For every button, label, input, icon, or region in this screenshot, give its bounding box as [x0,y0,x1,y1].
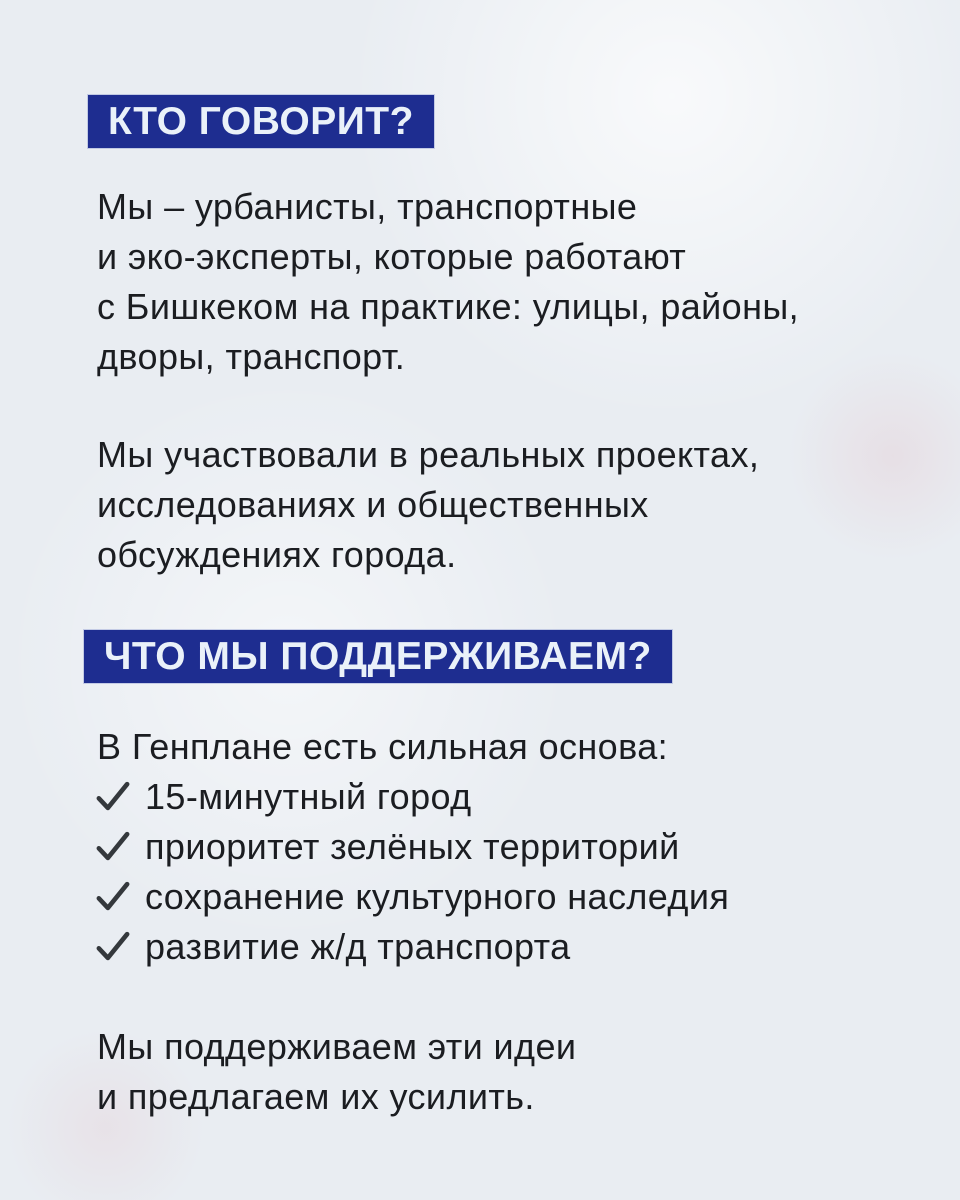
check-icon [93,877,133,917]
section-header-who: КТО ГОВОРИТ? [88,95,434,148]
checklist-item-label: развитие ж/д транспорта [145,926,571,967]
checklist-item-label: приоритет зелёных территорий [145,826,680,867]
paragraph-line: обсуждениях города. [97,534,457,575]
checklist-item-label: сохранение культурного наследия [145,876,730,917]
paragraph-line: дворы, транспорт. [97,336,406,377]
section-header-support: ЧТО МЫ ПОДДЕРЖИВАЕМ? [84,630,672,683]
check-icon [93,827,133,867]
paragraph-experts [97,182,799,382]
check-icon [93,927,133,967]
paragraph-line: Мы участвовали в реальных проектах, [97,434,760,475]
paragraph-line: и эко-эксперты, которые работают [97,236,687,277]
paragraph-line: и предлагаем их усилить. [97,1076,535,1117]
checklist [93,772,729,972]
checklist-item-label: 15-минутный город [145,776,472,817]
checklist-intro: В Генплане есть сильная основа: [97,726,669,767]
paragraph-projects [97,430,759,580]
paragraph-line: с Бишкеком на практике: улицы, районы, [97,286,800,327]
checklist-item [93,772,729,822]
paragraph-line: Мы поддерживаем эти идеи [97,1026,577,1067]
paragraph-line: Мы – урбанисты, транспортные [97,186,638,227]
paragraph-closing [97,1022,576,1122]
checklist-item [93,872,729,922]
checklist-item [93,922,729,972]
checklist-item [93,822,729,872]
check-icon [93,777,133,817]
paragraph-line: исследованиях и общественных [97,484,649,525]
